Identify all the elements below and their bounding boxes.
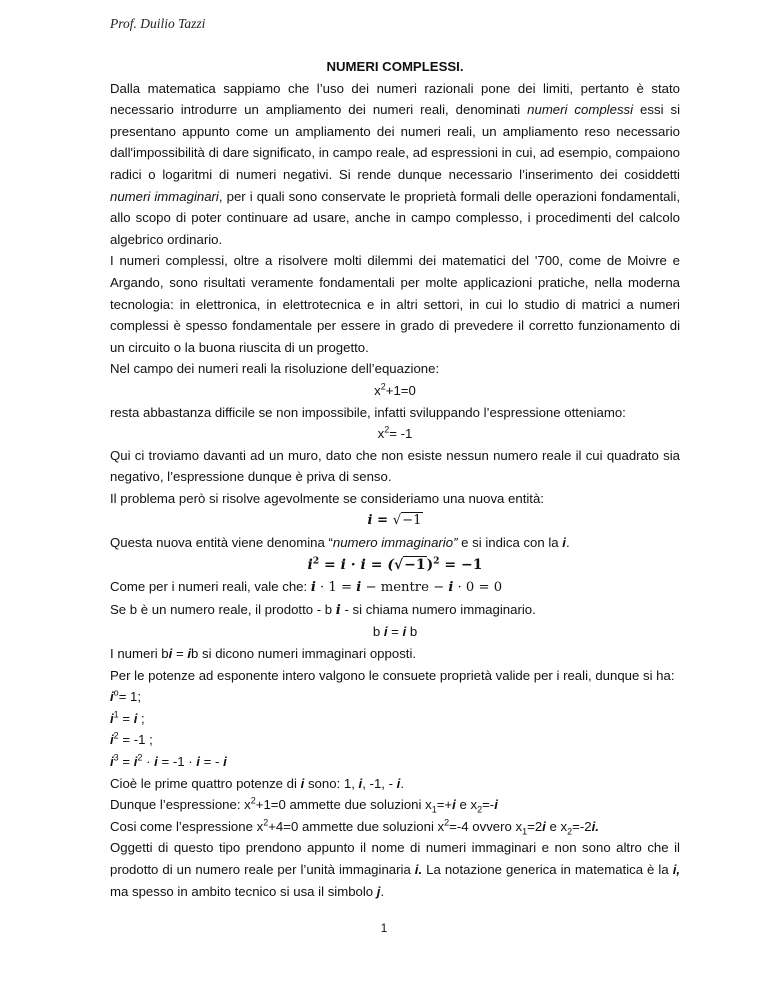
eq5-c: b [406,624,418,640]
paragraph-new-entity: Il problema però si risolve agevolmente se consideriamo una nuova entità: [110,490,544,506]
pow3-m5: i [223,754,227,769]
document-body [110,56,680,902]
power-line-3 [110,751,680,773]
pow0-b: = 1; [118,689,142,705]
pow3-e: = - [199,754,224,769]
eq1-base: x [374,382,381,398]
p14-c: =-4 ovvero x [449,818,523,834]
p15-a: Oggetti di questo tipo prendono appunto il nome di numeri immaginari e non sono altro che il prodotto di un numero reale per l’unità immaginaria [110,840,680,877]
pow2-m: i [110,732,114,748]
eq1-exponent: 2 [380,381,386,392]
p13-sub1: 1 [431,804,437,815]
pow3-m4: i [196,754,200,769]
p13-e: =- [482,797,495,813]
pow0-m: i [110,689,114,705]
eq4-a: i [307,556,313,573]
eq5-m1: i [383,624,388,640]
p14-f: =-2 [572,818,592,834]
p12-a: Cioè le prime quattro potenze di [110,775,301,791]
paragraph-powers: Per le potenze ad esponente intero valgono le consuete proprietà valide per i reali, dunque si ha: [110,667,675,683]
eq4-d: = −1 [439,556,483,573]
paragraph-intro [110,78,680,251]
p13-m: i [452,797,456,813]
p9-b: - si chiama numero immaginario. [340,601,536,617]
p8-b: · 1 = [315,580,357,596]
p8-m1: i [310,580,316,596]
p13-c: =+ [436,797,453,813]
paragraph-imaginary-name [110,532,680,554]
pow3-m3: i [154,754,158,769]
equation-i-squared [110,554,680,577]
p15-c: ma spesso in ambito tecnico si usa il simbolo [110,883,377,899]
p15-b: La notazione generica in matematica è la [422,861,673,877]
intro-text-a: Dalla matematica sappiamo che l’uso dei numeri razionali pone dei limiti, pertanto è stato necessario introdurre un ampliamento dei numeri reali, denominati [110,80,680,118]
pow1-m2: i [133,710,138,726]
power-line-2 [110,729,680,751]
p14-sub1: 1 [522,826,528,837]
paragraph-opposite [110,643,680,665]
paragraph-solutions-1 [110,794,680,816]
document-title: NUMERI COMPLESSI. [326,59,464,74]
p8-m2: i [356,580,362,596]
paragraph-wall: Qui ci troviamo davanti ad un muro, dato che non esiste nessun numero reale il cui quadrato sia negativo, l’espressione dunque è priva di senso. [110,447,680,485]
p13-sub2: 2 [477,804,483,815]
pow3-sup2: 2 [137,752,143,763]
p14-sup2: 2 [444,817,450,828]
p12-m2: i [358,775,363,791]
p14-b: +4=0 ammette due soluzioni x [268,818,445,834]
intro-text-c: , per i quali sono conservate le proprietà formali delle operazioni fondamentali, allo scopo di poter continuare ad usare, anche in campo complesso, i procedimenti del calcolo algebrico ordinario. [110,188,680,247]
page-number: 1 [380,921,388,935]
p7-symbol: i [562,535,566,551]
p10-c: b si dicono numeri immaginari opposti. [191,646,417,662]
p10-b: = [172,646,188,662]
paragraph-difficulty: resta abbastanza difficile se non impossibile, infatti sviluppando l’espressione otteniamo: [110,404,626,420]
paragraph-solutions-2 [110,816,680,838]
eq4-b: = i · i = ( [319,556,394,573]
eq3-lhs: i = [367,513,393,529]
p13-b: +1=0 ammette due soluzioni x [255,797,432,813]
p14-e: e x [545,818,568,834]
power-line-1 [110,708,680,730]
p8-d: · 0 = 0 [453,580,503,596]
p8-m3: i [448,580,454,596]
p13-sup: 2 [250,795,256,806]
intro-emphasis-imaginary: numeri immaginari [110,188,219,204]
p14-m: i [542,818,546,834]
p7-text-b: e si indica con la [457,535,563,551]
pow3-b: = [118,754,134,769]
pow2-b: = -1 ; [118,732,153,748]
p14-sup: 2 [263,817,269,828]
page-header-author: Prof. Duilio Tazzi [110,16,206,31]
p10-m1: i [168,646,173,662]
intro-text-b: essi si presentano appunto come un ampliamento dei numeri reali, un ampliamento reso necessario dall'impossibilità di dare significato, in campo reale, ad espressioni in cui, ad esempio, compaiono radici o logaritmi di numeri negativi. Si rende dunque necessario l’inserimento dei cosiddetti [110,102,680,182]
equation-i-definition [110,509,680,532]
p12-m3: i [396,775,401,791]
p15-d: . [380,883,385,899]
p13-d: e x [455,797,478,813]
pow3-d: = -1 · [157,754,197,769]
p7-text-c: . [565,535,570,551]
eq4-sup2: 2 [433,556,440,566]
p7-emphasis: numero immaginario” [332,535,458,551]
pow1-sup: 1 [113,709,119,720]
paragraph-real-like [110,576,680,599]
p12-c: , -1, - [362,775,397,791]
equation-x2-minus-1 [110,423,680,445]
p10-a: I numeri b [110,646,169,662]
eq5-a: b [372,624,384,640]
power-line-0 [110,686,680,708]
eq1-rest: +1=0 [385,382,416,398]
p14-m2: i. [591,818,599,834]
equation-x2-plus-1 [110,380,680,402]
pow3-sup: 3 [113,752,119,763]
eq2-exponent: 2 [384,424,390,435]
pow1-b: = [118,710,134,726]
p13-a: Dunque l’espressione: x [110,797,251,813]
p8-a: Come per i numeri reali, vale che: [110,579,311,595]
p9-m: i [335,602,341,618]
pow2-sup: 2 [113,731,119,742]
pow0-sup: o [113,687,119,698]
equation-commutative [110,621,680,643]
eq4-radicand: −1 [404,556,426,573]
eq3-radicand: −1 [402,513,422,529]
p15-m2: i, [672,861,681,877]
p12-d: . [400,775,404,791]
p14-a: Cosi come l’espressione x [110,818,264,834]
eq2-rest: = -1 [389,426,413,442]
p13-m2: i [494,797,498,813]
pow1-m: i [110,710,114,726]
pow3-c: · [142,754,155,769]
paragraph-product [110,599,680,622]
p12-m: i [300,775,305,791]
p15-m: i. [414,861,423,877]
p15-m3: j [376,883,381,899]
paragraph-equation-intro: Nel campo dei numeri reali la risoluzione dell’equazione: [110,361,440,377]
eq4-sup: 2 [312,556,320,566]
paragraph-notation [110,837,680,902]
sqrt-symbol-2: √ [393,556,404,573]
p8-c: − mentre − [361,580,449,596]
intro-emphasis-complex: numeri complessi [527,102,634,118]
p7-text-a: Questa nuova entità viene denomina “ [110,535,333,551]
sqrt-symbol: √ [392,513,402,529]
p14-d: =2 [527,818,543,834]
eq4-c: ) [426,556,434,573]
p9-a: Se b è un numero reale, il prodotto - b [110,601,336,617]
pow1-c: ; [137,710,145,726]
eq2-base: x [377,426,385,442]
p10-m2: i [187,646,192,662]
paragraph-first-four-powers [110,773,680,795]
paragraph-applications: I numeri complessi, oltre a risolvere molti dilemmi dei matematici del '700, come de Moivre e Argando, sono risultati veramente fondamentali per molte applicazioni pratiche, nella moderna tecnologia: in elettronica, in elettrotecnica e in altri settori, in cui lo studio di matrici a numeri complessi è spesso fondamentale per essere in grado di prevedere il corretto funzionamento di un circuito o la buona riuscita di un progetto. [110,253,680,355]
p12-b: sono: 1, [304,775,359,791]
pow3-m: i [110,754,114,769]
eq5-b: = [387,624,403,640]
p14-sub2: 2 [567,826,573,837]
eq5-m2: i [402,624,407,640]
pow3-m2: i [133,754,138,769]
